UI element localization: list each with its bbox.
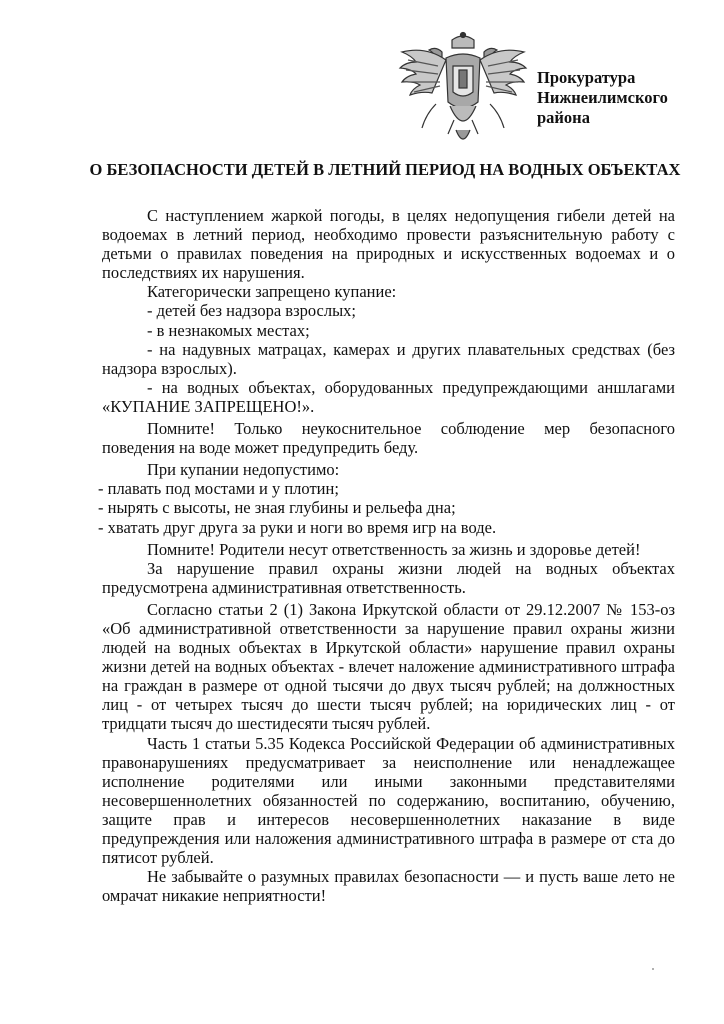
scan-speck (652, 968, 654, 970)
document-body (98, 206, 675, 906)
document-title: О БЕЗОПАСНОСТИ ДЕТЕЙ В ЛЕТНИЙ ПЕРИОД НА ВОДНЫХ ОБЪЕКТАХ (89, 160, 681, 179)
organization-name (537, 68, 668, 128)
paragraph-parents: Помните! Родители несут ответственность за жизнь и здоровье детей! (147, 539, 641, 559)
double-headed-eagle-emblem-icon (398, 30, 528, 155)
paragraph-federal-code: Часть 1 статьи 5.35 Кодекса Российской Федерации об административных правонарушениях предусматривает за неисполнение или ненадлежащее исполнение родителями или иными законными представителями несовершеннолетних обязанностей по содержанию, воспитанию, обучению, защите прав и интересов несовершеннолетних наказание в виде предупреждения или наложения административного штрафа в размере от ста до пятисот рублей. (102, 733, 675, 868)
paragraph-unacceptable-heading: При купании недопустимо: (147, 460, 340, 480)
paragraph-intro: С наступлением жаркой погоды, в целях недопущения гибели детей на водоемах в летний период, необходимо провести разъяснительную работу с детьми о правилах поведения на природных и искусственных водоемах и о последствиях их нарушения. (102, 206, 675, 283)
org-line: района (537, 108, 590, 127)
paragraph-prohibited-heading: Категорически запрещено купание: (147, 282, 397, 302)
list-item: - плавать под мостами и у плотин; (98, 479, 339, 499)
paragraph-regional-law: Согласно статьи 2 (1) Закона Иркутской области от 29.12.2007 № 153-оз «Об административной ответственности за нарушение правил охраны жизни людей на водных объектах в Иркутской области» нарушение правил охраны жизни детей на водных объектах - влечет наложение административного штрафа на граждан в размере от одной тысячи до двух тысяч рублей; на должностных лиц - от четырех тысяч до шести тысяч рублей; на юридических лиц - от тридцати тысяч до шестидесяти тысяч рублей. (102, 599, 675, 734)
org-line: Прокуратура (537, 68, 636, 87)
list-item: - на водных объектах, оборудованных предупреждающими аншлагами «КУПАНИЕ ЗАПРЕЩЕНО!». (102, 377, 675, 416)
list-item: - в незнакомых местах; (147, 320, 310, 340)
list-item: - на надувных матрацах, камерах и других плавательных средствах (без надзора взрослых). (102, 339, 675, 378)
paragraph-closing: Не забывайте о разумных правилах безопасности — и пусть ваше лето не омрачат никакие неприятности! (102, 867, 675, 906)
org-line: Нижнеилимского (537, 88, 668, 107)
paragraph-liability: За нарушение правил охраны жизни людей на водных объектах предусмотрена административная ответственность. (102, 558, 675, 597)
list-item: - нырять с высоты, не зная глубины и рельефа дна; (98, 498, 456, 518)
list-item: - детей без надзора взрослых; (147, 301, 356, 321)
paragraph-remember: Помните! Только неукоснительное соблюдение мер безопасного поведения на воде может предупредить беду. (102, 419, 675, 458)
list-item: - хватать друг друга за руки и ноги во время игр на воде. (98, 517, 497, 537)
